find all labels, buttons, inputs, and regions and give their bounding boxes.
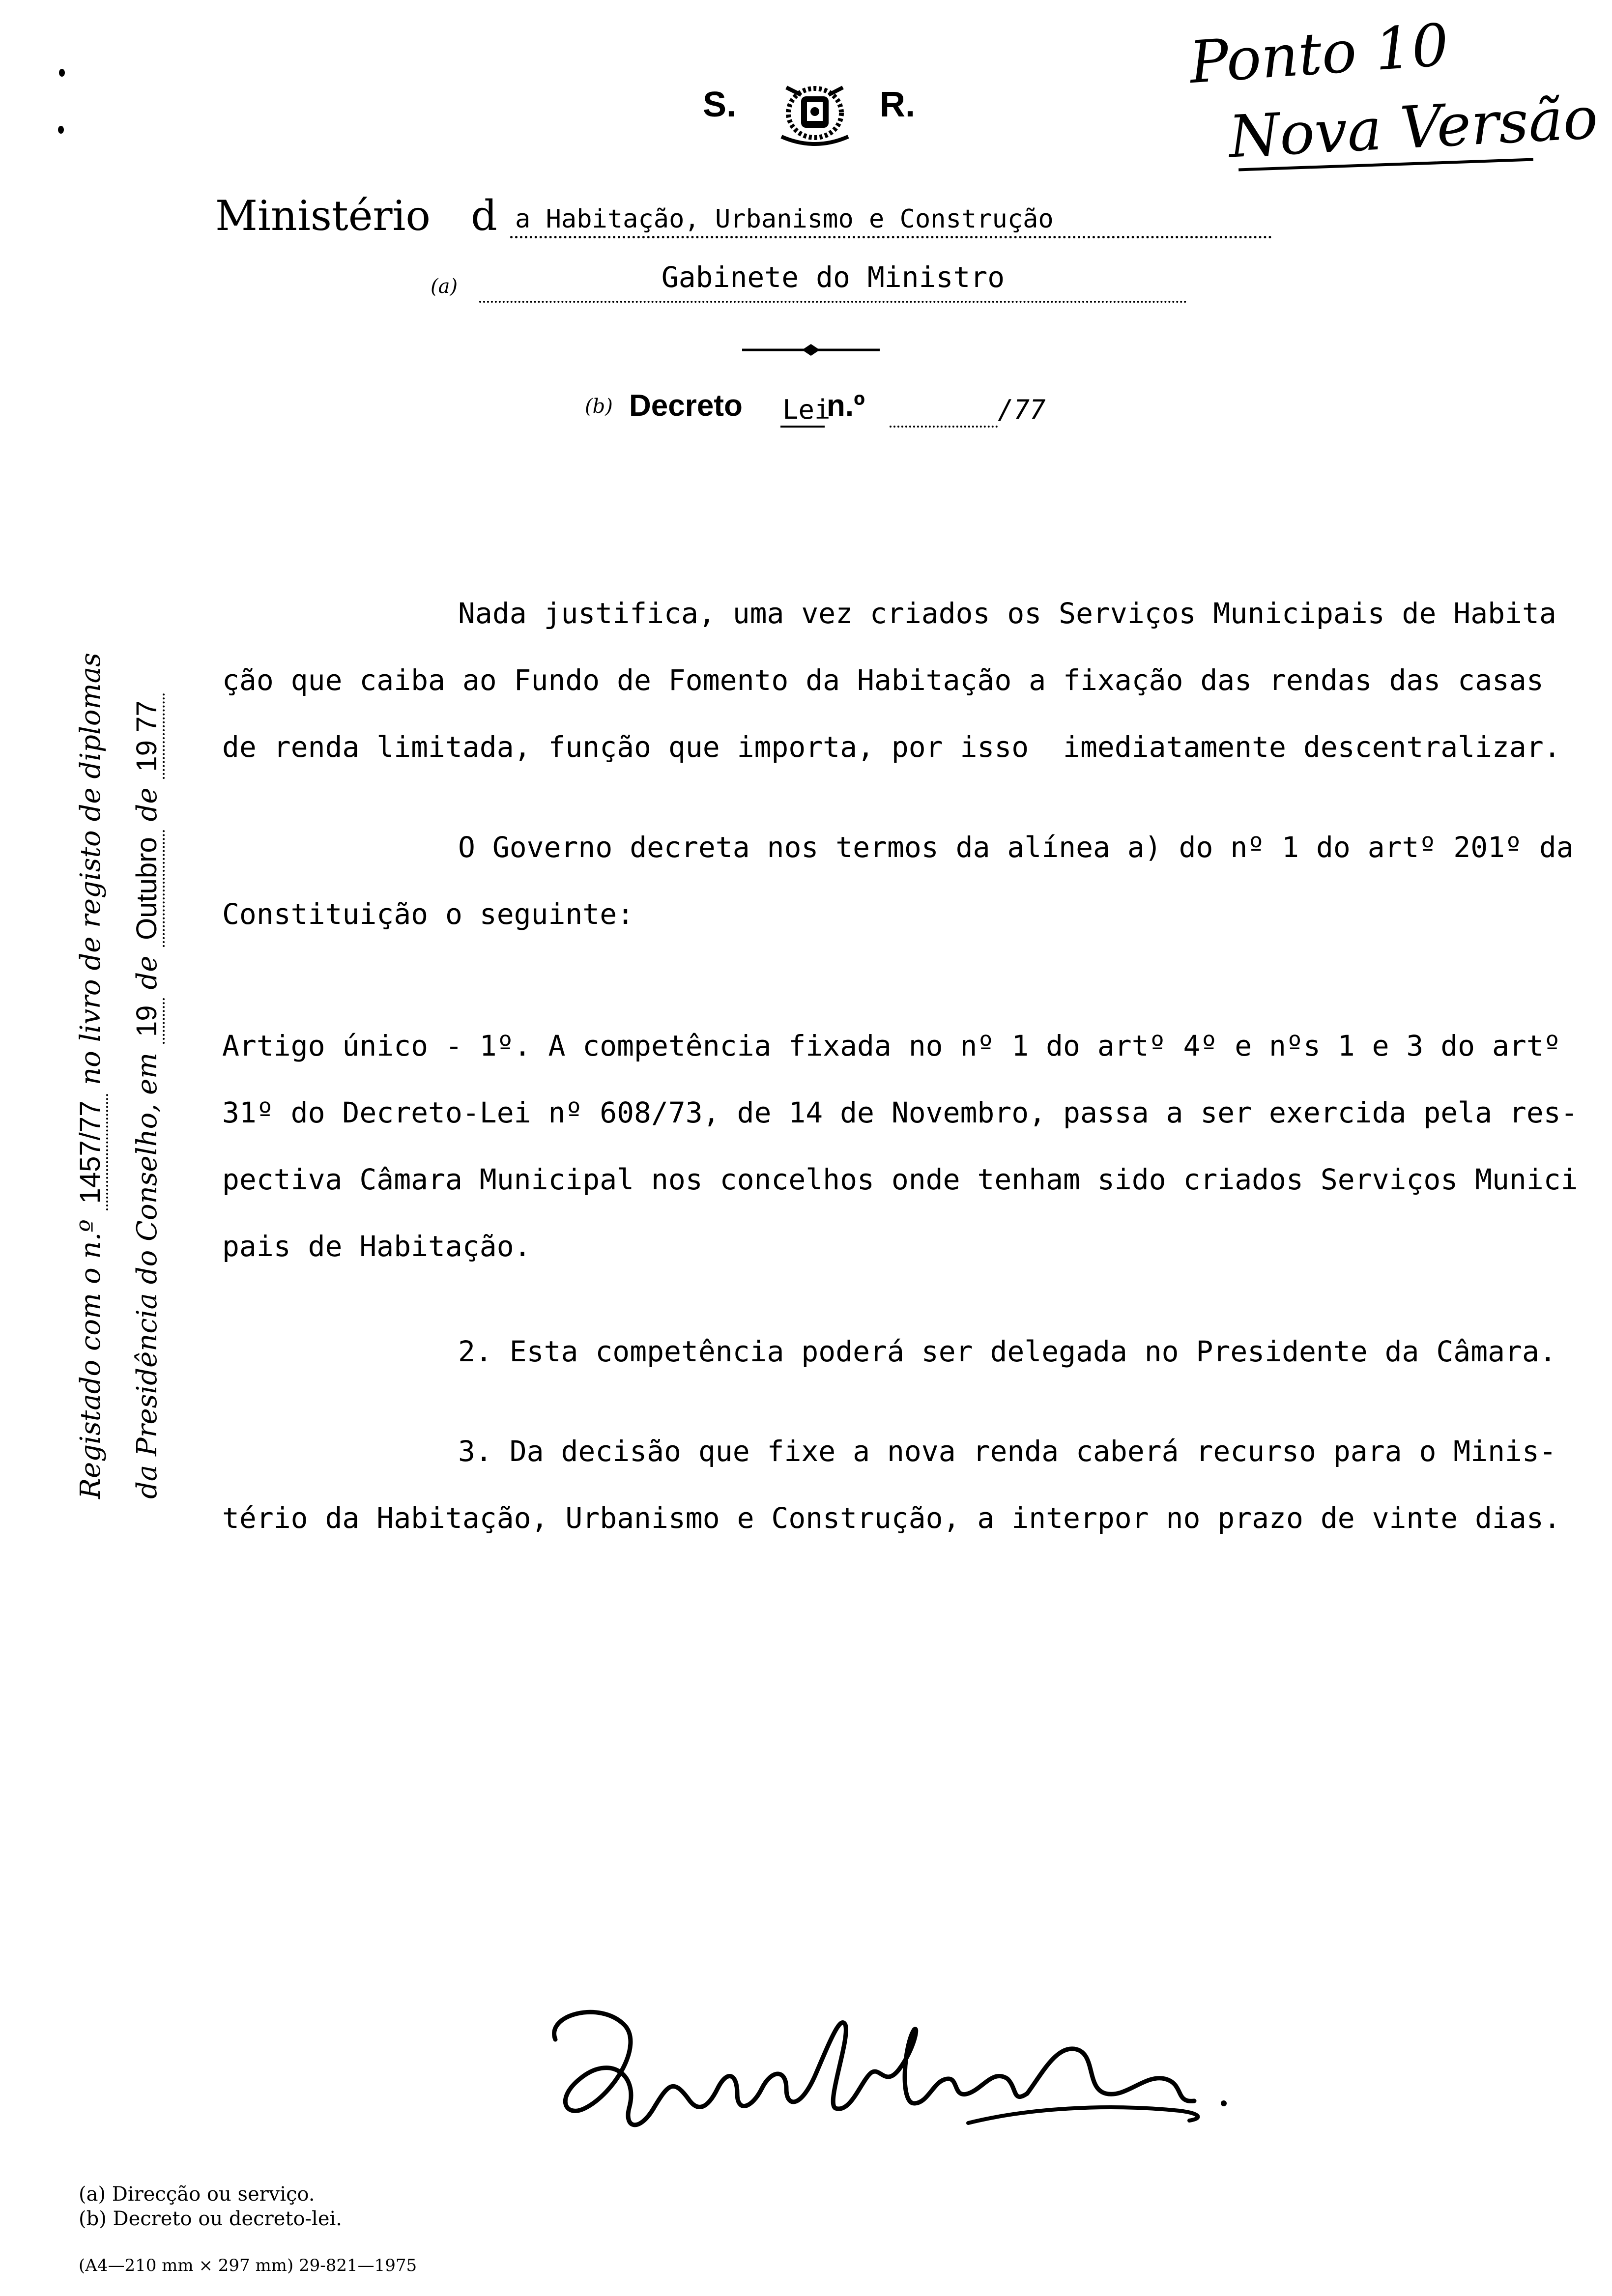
print-mark: (A4—210 mm × 297 mm) 29-821—1975 — [79, 2256, 417, 2275]
text-line: 2. Esta competência poderá ser delegada no Presidente da Câmara. — [458, 1335, 1556, 1368]
decree-marker: (b) — [585, 395, 613, 418]
text-line: Artigo único - 1º. A competência fixada no nº 1 do artº 4º e nºs 1 e 3 do artº — [222, 1029, 1561, 1062]
text-line: O Governo decreta nos termos da alínea a) do nº 1 do artº 201º da — [458, 831, 1574, 864]
text-line: de renda limitada, função que importa, por isso imediatamente descentralizar. — [222, 730, 1561, 764]
footnotes — [79, 2182, 342, 2231]
divider-ornament — [737, 342, 885, 358]
ministry-name: a Habitação, Urbanismo e Construção — [515, 204, 1054, 234]
registry-date-prefix: da Presidência do Conselho, em — [131, 1052, 163, 1499]
handwritten-line-1: Ponto 10 — [1187, 10, 1451, 97]
registry-de: de — [131, 955, 163, 990]
article-paragraph-2 — [222, 1318, 1556, 1385]
decree-heading — [585, 388, 1076, 437]
footnote-b: (b) Decreto ou decreto-lei. — [79, 2208, 343, 2230]
registry-prefix: Registado com o n.º — [75, 1219, 107, 1499]
text-line: pectiva Câmara Municipal nos concelhos onde tenham sido criados Serviços Munici — [222, 1163, 1578, 1196]
text-line: 31º do Decreto-Lei nº 608/73, de 14 de Novembro, passa a ser exercida pela res- — [222, 1096, 1578, 1129]
header-letter-r: R. — [880, 85, 915, 124]
ink-speck — [58, 126, 64, 134]
preamble-paragraph — [222, 580, 1561, 780]
decree-year: /77 — [998, 394, 1046, 425]
ministry-d: d — [471, 192, 497, 240]
registry-number: 1457/77 — [74, 1094, 108, 1211]
ministry-dotted-line — [510, 236, 1272, 238]
ministry-heading — [215, 187, 1272, 246]
decree-type: Lei — [782, 394, 831, 425]
signature — [526, 1995, 1238, 2162]
service-dotted-line — [479, 301, 1187, 303]
service-name: Gabinete do Ministro — [661, 260, 1005, 294]
decree-number-label: n.º — [827, 389, 865, 423]
header-letter-s: S. — [703, 85, 737, 124]
decree-number-dotted-line — [890, 426, 998, 428]
decree-type-line — [780, 426, 825, 428]
registry-line-1 — [74, 653, 107, 1499]
text-line: 3. Da decisão que fixe a nova renda caberá recurso para o Minis- — [458, 1435, 1556, 1468]
ministry-word: Ministério — [215, 192, 431, 240]
text-line: Nada justifica, uma vez criados os Serviços Municipais de Habita — [458, 597, 1556, 630]
text-line: Constituição o seguinte: — [222, 897, 634, 931]
registry-day: 19 — [131, 998, 165, 1044]
registry-month: Outubro — [131, 830, 165, 947]
enacting-paragraph — [222, 814, 1574, 947]
registry-year: 19 77 — [131, 693, 165, 778]
article-paragraph-3 — [222, 1418, 1561, 1551]
registry-line-2 — [130, 693, 163, 1499]
coat-of-arms-icon — [772, 73, 858, 151]
registry-suffix: no livro de registo de diplomas — [75, 653, 107, 1085]
footnote-a: (a) Direcção ou serviço. — [79, 2183, 315, 2206]
registry-side-note — [20, 575, 167, 1499]
text-line: ção que caiba ao Fundo de Fomento da Habitação a fixação das rendas das casas — [222, 663, 1544, 697]
text-line: tério da Habitação, Urbanismo e Construção, a interpor no prazo de vinte dias. — [222, 1501, 1561, 1535]
article-paragraph-1 — [222, 1012, 1578, 1280]
decree-word: Decreto — [629, 389, 743, 423]
service-field — [479, 260, 1187, 305]
registry-de-2: de — [131, 787, 163, 822]
text-line: pais de Habitação. — [222, 1230, 531, 1263]
handwritten-note — [1170, 10, 1602, 177]
handwritten-line-2: Nova Versão — [1227, 84, 1600, 171]
service-marker: (a) — [431, 275, 458, 298]
ink-speck — [59, 69, 65, 77]
